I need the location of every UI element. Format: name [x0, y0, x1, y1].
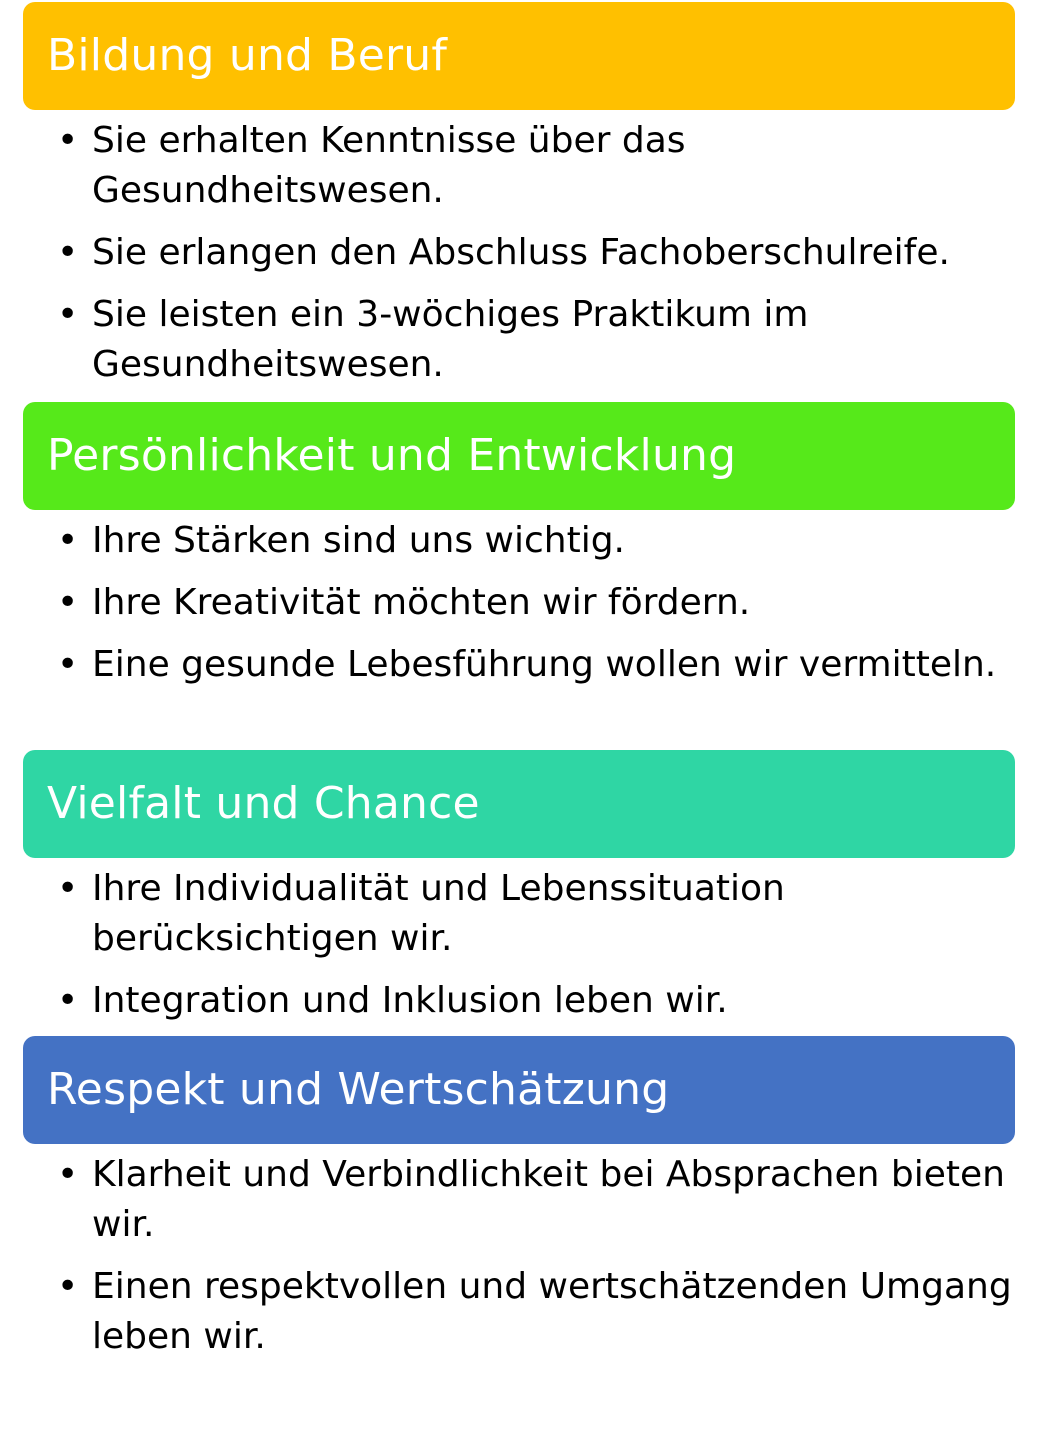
section-title: Persönlichkeit und Entwicklung [47, 430, 737, 481]
bullet-icon: • [57, 294, 79, 335]
list-item-text: Ihre Stärken sind uns wichtig. [92, 520, 626, 561]
list-item [0, 290, 1053, 390]
list-item [0, 116, 1053, 216]
list-item-text: Klarheit und Verbindlichkeit bei Absprachen bieten wir. [92, 1154, 1005, 1245]
bullet-icon: • [57, 644, 79, 685]
bullet-list [0, 1150, 1053, 1374]
list-item-text: Eine gesunde Lebesführung wollen wir vermitteln. [92, 644, 997, 685]
list-item-text: Sie leisten ein 3-wöchiges Praktikum im Gesundheitswesen. [92, 294, 809, 385]
section-title: Bildung und Beruf [47, 30, 448, 81]
list-item [0, 640, 1053, 690]
list-item-text: Ihre Kreativität möchten wir fördern. [92, 582, 751, 623]
bullet-icon: • [57, 1154, 79, 1195]
bullet-icon: • [57, 1266, 79, 1307]
bullet-list [0, 864, 1053, 1038]
list-item [0, 864, 1053, 964]
bullet-icon: • [57, 980, 79, 1021]
list-item-text: Integration und Inklusion leben wir. [92, 980, 728, 1021]
section-header [23, 402, 1015, 510]
section-title: Vielfalt und Chance [47, 778, 480, 829]
section-title: Respekt und Wertschätzung [47, 1064, 670, 1115]
list-item [0, 516, 1053, 566]
bullet-list [0, 516, 1053, 702]
section-header [23, 2, 1015, 110]
section-header [23, 750, 1015, 858]
bullet-icon: • [57, 520, 79, 561]
list-item-text: Sie erlangen den Abschluss Fachoberschulreife. [92, 232, 950, 273]
list-item [0, 228, 1053, 278]
bullet-list [0, 116, 1053, 402]
list-item [0, 976, 1053, 1026]
list-item-text: Einen respektvollen und wertschätzenden Umgang leben wir. [92, 1266, 1012, 1357]
list-item [0, 578, 1053, 628]
list-item [0, 1262, 1053, 1362]
list-item-text: Sie erhalten Kenntnisse über das Gesundheitswesen. [92, 120, 686, 211]
list-item [0, 1150, 1053, 1250]
bullet-icon: • [57, 120, 79, 161]
bullet-icon: • [57, 582, 79, 623]
list-item-text: Ihre Individualität und Lebenssituation berücksichtigen wir. [92, 868, 785, 959]
section-header [23, 1036, 1015, 1144]
bullet-icon: • [57, 868, 79, 909]
bullet-icon: • [57, 232, 79, 273]
